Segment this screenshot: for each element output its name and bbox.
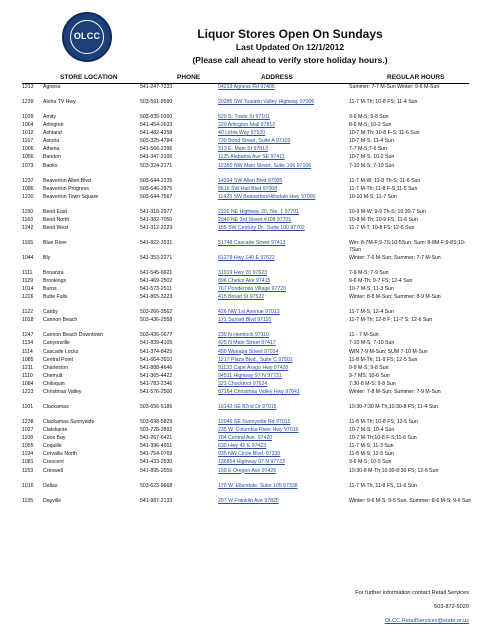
store-phone: 541-865-3223 <box>140 294 173 301</box>
table-row <box>22 317 469 332</box>
table-row <box>22 130 469 138</box>
store-name: Blue River <box>43 239 67 246</box>
store-name: Agness <box>43 84 61 90</box>
store-hours: 11-8 M-S; 12-5 Sun <box>349 451 394 458</box>
store-phone: 541-247-7233 <box>140 84 173 90</box>
table-row <box>22 122 469 130</box>
store-address-link[interactable]: 159 E Oregon Ave 97426 <box>218 467 277 474</box>
store-address-link[interactable]: 136854 Highway 97 N 97733 <box>218 459 285 466</box>
store-hours: Winter: 7-6 M-Sun; Summer: 7-7 M-Sun <box>349 254 441 261</box>
store-phone: 503-324-2171 <box>140 162 173 169</box>
store-address-link[interactable]: 1125 Alabama Ave SE 97411 <box>218 154 285 161</box>
store-hours: 10-7 M-S; 10-4 Sun <box>349 427 395 434</box>
table-row <box>22 443 469 451</box>
store-address-link[interactable]: 896 Chetco Ave 97415 <box>218 278 271 285</box>
store-phone: 541-433-2530 <box>140 459 173 466</box>
table-row <box>22 178 469 186</box>
column-regular-hours: REGULAR HOURS <box>387 74 445 81</box>
table-row <box>22 365 469 373</box>
store-name: Bend North <box>43 216 70 223</box>
store-address-link[interactable]: 91133 Cape Arago Hwy 97420 <box>218 364 289 371</box>
store-name: Bend West <box>43 224 69 231</box>
store-address-link[interactable]: 12046 SE Sunnyside Rd 97015 <box>218 418 291 425</box>
store-id: 1167 <box>22 138 34 145</box>
table-row <box>22 270 469 278</box>
store-id: 1223 <box>22 388 34 395</box>
store-hours: 10-10 M-S; 11-7 Sun <box>349 193 397 200</box>
store-hours: 10-7 M-Th; 10-8 F-S; 11-6 Sun <box>349 130 420 137</box>
store-name: Beaverton Progress <box>43 185 89 192</box>
store-id: 1211 <box>22 364 34 371</box>
store-id: 1242 <box>22 224 34 231</box>
table-row <box>22 435 469 443</box>
store-name: Canby <box>43 309 58 316</box>
store-address-link[interactable]: 40 Lithia Way 97520 <box>218 130 266 137</box>
store-hours: 7-7 M-S;7-6 Sun <box>349 146 388 153</box>
store-id: 1055 <box>22 443 34 450</box>
store-phone: 541-664-3910 <box>140 356 173 363</box>
store-address-link[interactable]: 11423 SW Beaverton/Hillsdale Hwy 97005 <box>218 193 316 200</box>
table-row <box>22 451 469 459</box>
column-address: ADDRESS <box>261 74 293 81</box>
store-phone: 541-783-2346 <box>140 380 173 387</box>
store-hours: 11-7 M-Th, 11-8 FS, 11-6 Sun <box>349 482 418 489</box>
store-phone: 541-839-4105 <box>140 340 173 347</box>
store-address-link[interactable]: 425 N Main Street 97417 <box>218 340 276 347</box>
table-row <box>22 186 469 194</box>
store-hours: Winter: 9-6 M-S; 9-5 Sun. Summer: 8-6 M-S; 9-6 Sun <box>349 497 472 504</box>
column-header-row <box>22 72 469 84</box>
store-id: 1044 <box>22 254 34 261</box>
store-name: Central Point <box>43 356 73 363</box>
store-name: Dallas <box>43 482 58 489</box>
store-phone: 541-545-6621 <box>140 269 173 276</box>
store-hours: Winter: 7-8 M-Sun; Summer: 7-9 M-Sun <box>349 388 441 395</box>
store-hours: 7-10 M-S; 7-10 Sun <box>349 162 395 169</box>
store-phone: 541-454-2633 <box>140 122 173 129</box>
store-name: Dayville <box>43 497 62 504</box>
store-name: Charleston <box>43 364 69 371</box>
table-row <box>22 84 469 99</box>
store-hours: Summer: 7-7 M-Sun Winter: 9-6 M-Sun <box>349 84 440 90</box>
store-hours: 9-6 M-S; 10-5 Sun <box>349 459 392 466</box>
store-address-link[interactable]: 87164 Christmas Valley Hwy 97641 <box>218 388 300 395</box>
store-hours: 11-8 M-Th; 11-9 FS; 12-5 Sun <box>349 356 418 363</box>
store-hours: 10-8 M-Th; 10-9 FS, 11-6 Sun <box>349 216 418 223</box>
store-name: Bly <box>43 254 51 261</box>
store-phone: 541-754-0769 <box>140 451 173 458</box>
store-name: Beaverton Allen Blvd <box>43 177 91 184</box>
store-id: 1110 <box>22 372 33 379</box>
table-row <box>22 340 469 348</box>
store-phone: 541-987-2133 <box>140 497 173 504</box>
store-phone: 541-822-3531 <box>140 239 173 246</box>
store-phone: 503-266-3562 <box>140 309 173 316</box>
store-address-link[interactable]: 767 Ponderosa Village 97720 <box>218 286 286 293</box>
store-name: Clatskanie <box>43 427 68 434</box>
table-row <box>22 99 469 114</box>
store-id: 1150 <box>22 208 34 215</box>
store-phone: 541-318-2977 <box>140 208 173 215</box>
table-row <box>22 483 469 498</box>
table-row <box>22 357 469 365</box>
store-hours: Win: 8-7M-F;9-7S;10-5Sun. Sum: 8-8M-F;9-8S;10-7Sun <box>349 239 466 253</box>
table-row <box>22 225 469 240</box>
store-phone: 503-325-4784 <box>140 138 173 145</box>
table-row <box>22 389 469 404</box>
store-hours: 10-7 M-S, 11-3 Sun <box>349 286 394 293</box>
table-row <box>22 240 469 255</box>
store-name: Corvallis North <box>43 451 78 458</box>
store-address-link[interactable]: 313 E. Main St 97813 <box>218 146 268 153</box>
table-row <box>22 255 469 270</box>
store-phone: 541-482-4258 <box>140 130 173 137</box>
footer-email-link[interactable]: OLCC.RetailServices@state.or.us <box>384 618 469 624</box>
store-hours: 9-7 MS; 10-6 Sun <box>349 372 390 379</box>
store-id: 1135 <box>22 497 34 504</box>
store-id: 1056 <box>22 154 34 161</box>
store-phone: 503-728-2892 <box>140 427 173 434</box>
store-address-link[interactable]: 2220 NE Highway 20, Ste. 1 97701 <box>218 208 300 215</box>
store-hours: 8-6 M-S; 10-2 Sun <box>349 122 392 129</box>
store-hours: 10:30-7:30 M-Th,10:30-8 FS; 11-4 Sun <box>349 403 439 410</box>
store-name: Ashland <box>43 130 62 137</box>
store-name: Bend East <box>43 208 67 215</box>
store-hours: 10-7 M-S; 10-2 Sun <box>349 154 395 161</box>
store-address-link[interactable]: 31919 Hwy 70 97623 <box>218 269 268 276</box>
table-row <box>22 404 469 419</box>
store-hours: 9-9 M-S; 9-8 Sun <box>349 114 389 120</box>
store-address-link[interactable]: 155 SW Century Dr., Suite 100 97702 <box>218 224 305 231</box>
store-phone: 503-436-2558 <box>140 317 173 324</box>
store-hours: 7-9 M-S; 7-9 Sun <box>349 269 389 276</box>
store-name: Burns <box>43 286 57 293</box>
store-hours: Winter: 8-8 M-Sun; Summer: 8-9 M-Sun <box>349 294 441 301</box>
store-phone: 503-835-0300 <box>140 114 173 120</box>
store-name: Astoria <box>43 138 60 145</box>
store-hours: 11-7 M-S; 12-4 Sun <box>349 309 394 316</box>
store-name: Coos Bay <box>43 435 66 442</box>
store-hours: 7-10 M-S; 7-10 Sun <box>349 340 395 347</box>
store-id: 1101 <box>22 403 34 410</box>
table-row <box>22 286 469 294</box>
store-name: Bonanza <box>43 269 64 276</box>
table-row <box>22 138 469 146</box>
store-phone: 503-436-0677 <box>140 332 173 339</box>
olcc-logo <box>62 12 112 62</box>
store-phone: 541-267-6421 <box>140 435 173 442</box>
page-title: Liquor Stores Open On Sundays <box>197 27 383 41</box>
table-row <box>22 163 469 178</box>
store-phone: 541-353-2271 <box>140 254 173 261</box>
store-name: Crescent <box>43 459 64 466</box>
store-address-link[interactable]: 630 Hwy 42 E 97423 <box>218 443 267 450</box>
store-id: 1018 <box>22 317 34 324</box>
store-phone: 541-573-2511 <box>140 286 172 293</box>
store-hours: 11-7 M-T; 10-8 FS; 12-6 Sun <box>349 224 415 231</box>
store-name: Butte Falls <box>43 294 68 301</box>
store-address-link[interactable]: 450 Wanapa Street 97014 <box>218 348 279 355</box>
store-id: 1239 <box>22 99 34 105</box>
store-address-link[interactable]: 730 Bond Street, Suite A 97103 <box>218 138 291 145</box>
store-hours: 11-7 M-Th; 10-8 FS; 11-4 Sun <box>349 99 418 105</box>
store-id: 1012 <box>22 130 34 137</box>
store-hours: 10-9 M-W; 9-9 Th-S; 10:30-7 Sun <box>349 208 426 215</box>
store-name: Coquille <box>43 443 62 450</box>
table-row <box>22 294 469 309</box>
store-address-link[interactable]: 415 Broad St 97522 <box>218 294 265 301</box>
table-row <box>22 349 469 357</box>
store-id: 1108 <box>22 435 34 442</box>
store-table <box>22 84 472 536</box>
store-id: 1153 <box>22 467 34 474</box>
table-row <box>22 154 469 162</box>
store-name: Beaverton Town Square <box>43 193 99 200</box>
store-name: Chemult <box>43 372 63 379</box>
store-id: 1247 <box>22 332 34 339</box>
store-name: Cannon Beach <box>43 317 78 324</box>
store-address-link[interactable]: 935 NW Circle Blvd. 97330 <box>218 451 281 458</box>
store-name: Cascade Locks <box>43 348 79 355</box>
store-name: Clackamas <box>43 403 69 410</box>
store-id: 1194 <box>22 451 34 458</box>
store-address-link[interactable]: 14334 SW Allen Blvd 97005 <box>218 177 283 184</box>
store-hours: 9-6 M-Th; 9-7 FS; 12-4 Sun <box>349 278 413 285</box>
store-id: 1014 <box>22 286 34 293</box>
store-id: 1086 <box>22 185 34 192</box>
table-row <box>22 217 469 225</box>
store-hours: 11-7 M-Th; 12-8 F; 11-7 S; 12-6 Sun <box>349 317 433 324</box>
store-phone: 541-382-7050 <box>140 216 173 223</box>
store-id: 1084 <box>22 380 34 387</box>
table-row <box>22 114 469 122</box>
store-address-link[interactable]: 239 N Hemlock 97110 <box>218 332 269 339</box>
store-id: 1165 <box>22 239 34 246</box>
store-phone: 541-312-2229 <box>140 224 173 231</box>
table-row <box>22 497 472 513</box>
store-address-link[interactable]: 323 Chocktoot 97624 <box>218 380 268 387</box>
store-hours: 7:30-8 M-S; 9-8 Sun <box>349 380 396 387</box>
store-address-link[interactable]: 235 W. Columbia River Hwy 97016 <box>218 427 299 434</box>
store-name: Creswell <box>43 467 63 474</box>
store-address-link[interactable]: 12350 NW Main Street, Suite 106 97106 <box>218 162 312 169</box>
table-row <box>22 146 469 154</box>
store-hours: 11-7 M-S; 11-3 Sun <box>349 443 394 450</box>
store-address-link[interactable]: 220 Arlington Mall 97812 <box>218 122 276 129</box>
table-row <box>22 427 469 435</box>
store-hours: 10-7 M-Th;10-8 F-S;11-6 Sun <box>349 435 417 442</box>
footer-phone: 503-872-5020 <box>434 604 469 610</box>
table-row <box>22 459 469 467</box>
store-phone: 503-698-5829 <box>140 418 173 425</box>
store-id: 1039 <box>22 114 34 120</box>
store-name: Chiloquin <box>43 380 65 387</box>
store-hours: 10:30-8 M-Th;10:30-8:30 FS; 12-6 Sun <box>349 467 439 474</box>
store-phone: 541-576-2500 <box>140 388 173 395</box>
store-name: Arlington <box>43 122 64 129</box>
table-row <box>22 209 469 217</box>
store-name: Christmas Valley <box>43 388 82 395</box>
store-address-link[interactable]: 520 S. Trade St 97101 <box>218 114 270 120</box>
call-ahead-note: (Please call ahead to verify store holiday hours.) <box>192 55 388 65</box>
store-address-link[interactable]: 784 Central Ave. 97420 <box>218 435 273 442</box>
store-id: 1006 <box>22 146 34 153</box>
store-id: 1213 <box>22 84 34 90</box>
store-name: Banks <box>43 162 58 169</box>
store-id: 1016 <box>22 482 34 489</box>
store-phone: 541-396-4651 <box>140 443 173 450</box>
store-id: 1081 <box>22 459 34 466</box>
table-row <box>22 194 469 209</box>
store-name: Aloha TV Hwy <box>43 99 76 105</box>
store-name: Brookings <box>43 278 67 285</box>
store-phone: 503-644-2235 <box>140 177 173 184</box>
store-id: 1114 <box>22 348 33 355</box>
store-id: 1237 <box>22 177 34 184</box>
store-id: 1134 <box>22 340 34 347</box>
store-address-link[interactable]: 16142 SE 82nd Dr 97015 <box>218 403 277 410</box>
store-address-link[interactable]: 20285 SW Tualatin Valley Highway 97006 <box>218 99 315 105</box>
store-name: Clackamas Sunnyside <box>43 418 95 425</box>
store-address-link[interactable]: 94511 Highway 97 N 97731 <box>218 372 282 379</box>
store-name: Canyonville <box>43 340 70 347</box>
store-id: 1085 <box>22 356 34 363</box>
store-address-link[interactable]: 171 Sunset Blvd 97110 <box>218 317 272 324</box>
store-phone: 541-895-2559 <box>140 467 173 474</box>
table-row <box>22 419 469 427</box>
store-id: 1073 <box>22 162 34 169</box>
store-hours: 11-8 M-Th; 10-8 FS; 12-5 Sun <box>349 418 418 425</box>
store-id: 1064 <box>22 122 34 129</box>
store-phone: 541-469-2502 <box>140 278 173 285</box>
store-hours: WIN 7-9 M-Sun; SUM 7-10 M-Sun <box>349 348 428 355</box>
store-id: 1238 <box>22 418 34 425</box>
table-row <box>22 381 469 389</box>
store-id: 1027 <box>22 427 34 434</box>
store-id: 1111 <box>22 269 33 276</box>
store-phone: 503-623-9668 <box>140 482 173 489</box>
store-address-link[interactable]: 04219 Agness Rd 97406 <box>218 84 275 90</box>
store-hours: 11 - 7 M-Sun <box>349 332 379 339</box>
column-phone: PHONE <box>177 74 201 81</box>
store-phone: 503-644-7567 <box>140 193 173 200</box>
store-hours: 11-7 M-Th; 11-8 F-S;11-5 Sun <box>349 185 418 192</box>
table-row <box>22 332 469 340</box>
table-row <box>22 278 469 286</box>
store-address-link[interactable]: 2040 NE 3rd Street #108 97701 <box>218 216 292 223</box>
logo-mark: OLCC <box>73 31 101 41</box>
store-address-link[interactable]: 170 W. Ellendale, Suite 105 97338 <box>218 482 298 489</box>
store-phone: 503-656-5186 <box>140 403 173 410</box>
store-name: Cannon Beach Downtown <box>43 332 103 339</box>
store-id: 1230 <box>22 193 34 200</box>
store-id: 1129 <box>22 278 34 285</box>
store-phone: 503-646-2875 <box>140 185 173 192</box>
store-phone: 541-888-4646 <box>140 364 173 371</box>
store-address-link[interactable]: 8616 SW Hall Blvd 97008 <box>218 185 278 192</box>
store-hours: 9-9 M-S; 9-8 Sun <box>349 364 389 371</box>
table-row <box>22 309 469 317</box>
store-phone: 503-591-9590 <box>140 99 173 105</box>
store-phone: 541-566-2396 <box>140 146 173 153</box>
store-name: Bandon <box>43 154 61 161</box>
footer-contact: For further information contact Retail Services <box>355 590 469 596</box>
store-address-link[interactable]: 1217 Plaza Blvd., Suite C 97502 <box>218 356 293 363</box>
store-name: Amity <box>43 114 56 120</box>
table-row <box>22 468 469 483</box>
table-row <box>22 373 469 381</box>
store-phone: 541-374-8425 <box>140 348 173 355</box>
store-hours: 10-7 M-S; 11-4 Sun <box>349 138 394 145</box>
store-id: 1122 <box>22 309 34 316</box>
store-address-link[interactable]: 61278 Hwy 140 E 97622 <box>218 254 275 261</box>
store-phone: 541-365-4422 <box>140 372 173 379</box>
store-address-link[interactable]: 426 NW 1st Avenue 97013 <box>218 309 280 316</box>
store-address-link[interactable]: 207 W Franklin Ave 97825 <box>218 497 279 504</box>
last-updated: Last Updated On 12/1/2012 <box>235 42 345 52</box>
store-id: 1226 <box>22 294 34 301</box>
store-address-link[interactable]: 51748 Cascade Street 97413 <box>218 239 286 246</box>
store-id: 1163 <box>22 216 34 223</box>
store-name: Athena <box>43 146 60 153</box>
column-store-location: STORE LOCATION <box>60 74 118 81</box>
store-phone: 541-347-2106 <box>140 154 173 161</box>
store-hours: 11-7 M-W; 11-8 Th-S; 11-6 Sun <box>349 177 421 184</box>
